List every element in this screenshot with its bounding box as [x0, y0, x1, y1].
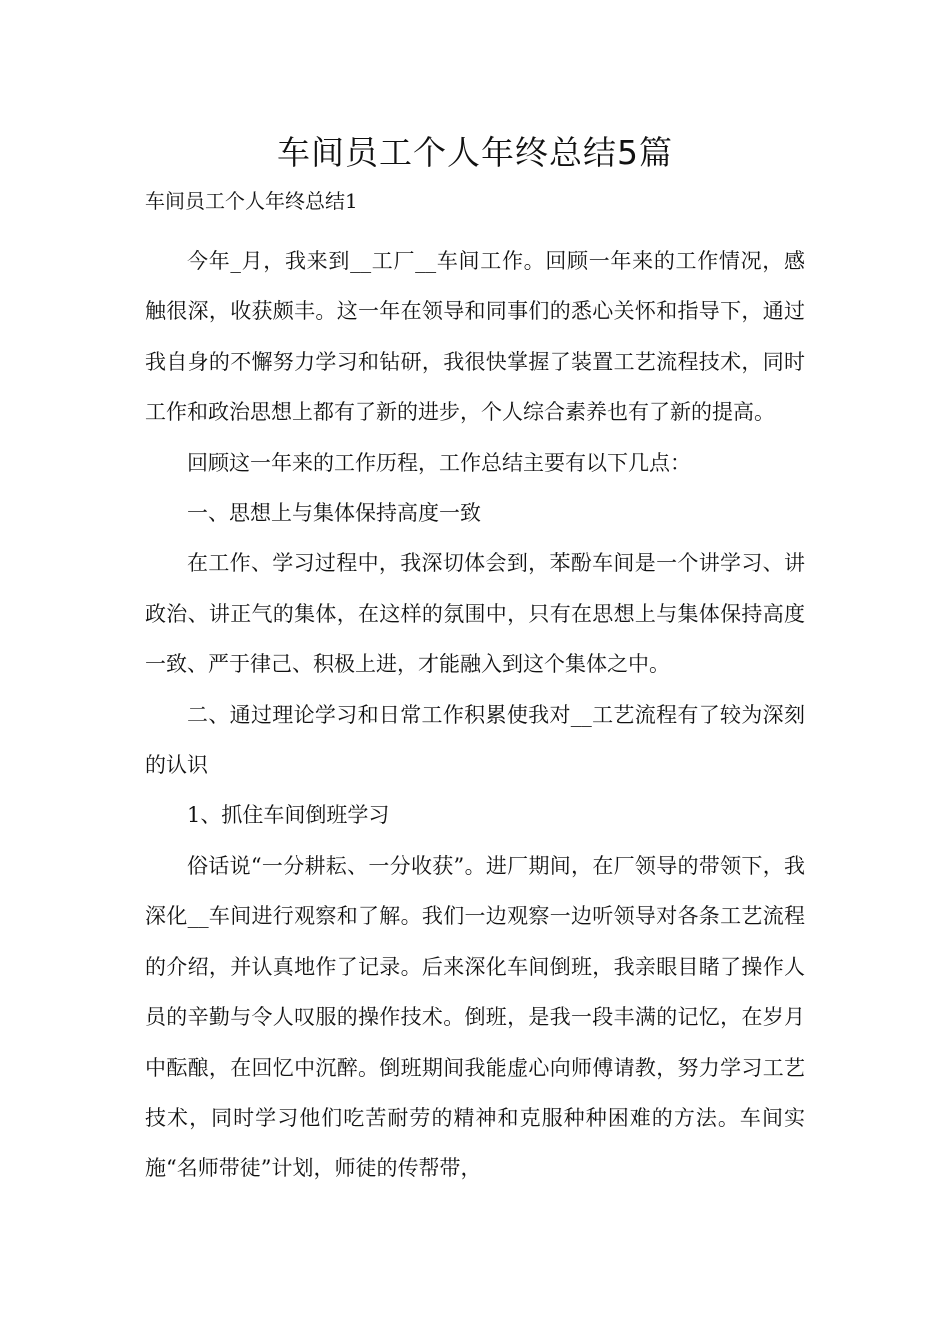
- paragraph: 一、思想上与集体保持高度一致: [187, 501, 481, 526]
- paragraph: 回顾这一年来的工作历程，工作总结主要有以下几点：: [187, 450, 691, 475]
- document-body: [145, 236, 805, 1194]
- document-title: 车间员工个人年终总结5篇: [277, 133, 673, 172]
- paragraph: 今年_月，我来到__工厂__车间工作。回顾一年来的工作情况，感触很深，收获颇丰。这一年在领导和同事们的悉心关怀和指导下，通过我自身的不懈努力学习和钻研，我很快掌握了装置工艺流程技术，同时工作和政治思想上都有了新的进步，个人综合素养也有了新的提高。: [145, 249, 805, 425]
- section-heading: 车间员工个人年终总结1: [145, 189, 358, 213]
- paragraph: 二、通过理论学习和日常工作积累使我对__工艺流程有了较为深刻的认识: [145, 702, 805, 778]
- paragraph: 1、抓住车间倒班学习: [187, 803, 390, 828]
- paragraph: 在工作、学习过程中，我深切体会到，苯酚车间是一个讲学习、讲政治、讲正气的集体，在这样的氛围中，只有在思想上与集体保持高度一致、严于律己、积极上进，才能融入到这个集体之中。: [145, 551, 805, 677]
- paragraph: 俗话说“一分耕耘、一分收获”。进厂期间，在厂领导的带领下，我深化__车间进行观察和了解。我们一边观察一边听领导对各条工艺流程的介绍，并认真地作了记录。后来深化车间倒班，我亲眼目睹了操作人员的辛勤与令人叹服的操作技术。倒班，是我一段丰满的记忆，在岁月中酝酿，在回忆中沉醉。倒班期间我能虚心向师傅请教，努力学习工艺技术，同时学习他们吃苦耐劳的精神和克服种种困难的方法。车间实施“名师带徒”计划，师徒的传帮带，: [145, 853, 805, 1181]
